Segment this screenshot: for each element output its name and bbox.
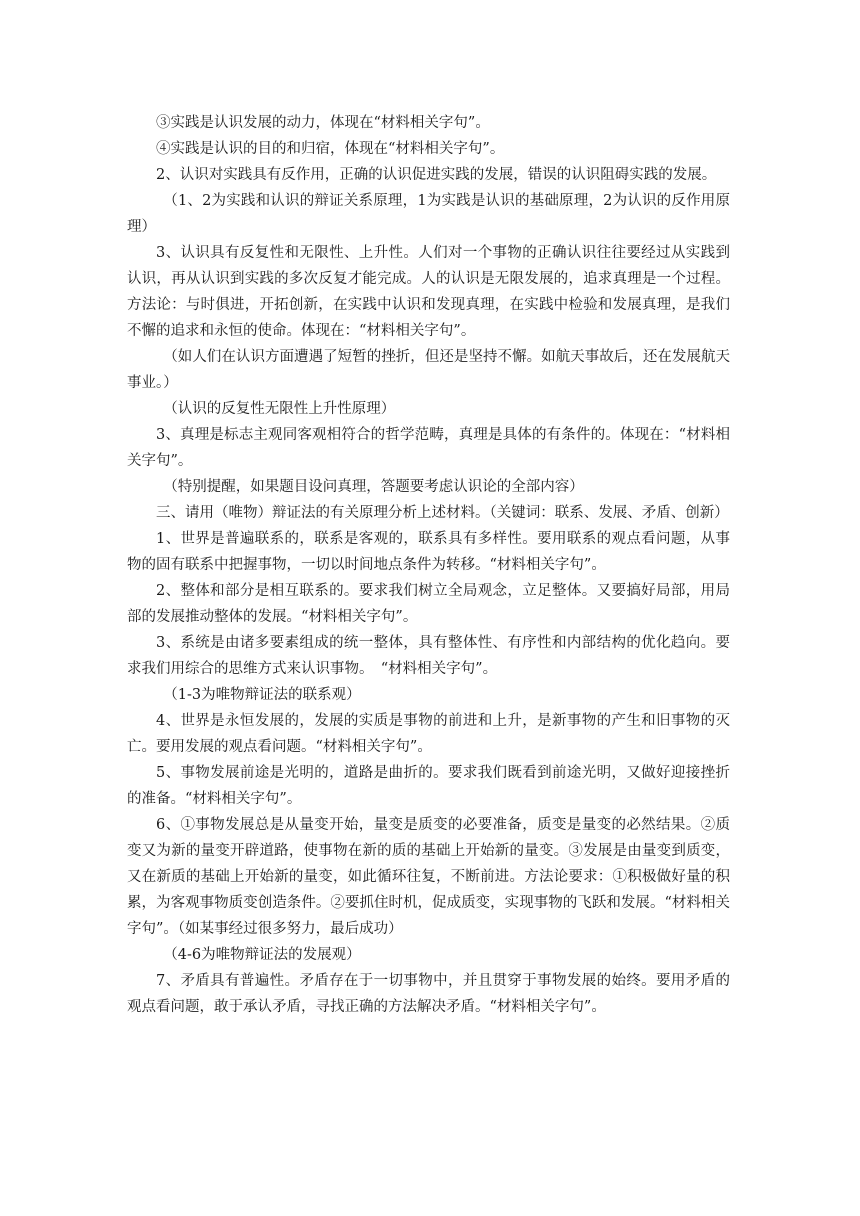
document-body xyxy=(127,110,730,1020)
note-development-view: （4-6为唯物辩证法的发展观） xyxy=(163,947,361,963)
paragraph-contradiction: 7、矛盾具有普遍性。矛盾存在于一切事物中，并且贯穿于事物发展的始终。要用矛盾的观点看问题，敢于承认矛盾，寻找正确的方法解决矛盾。“材料相关字句”。 xyxy=(127,973,730,1015)
note-connection-view: （1-3为唯物辩证法的联系观） xyxy=(163,687,361,703)
paragraph-whole-and-part: 2、整体和部分是相互联系的。要求我们树立全局观念，立足整体。又要搞好局部，用局部的发展推动整体的发展。“材料相关字句”。 xyxy=(127,583,730,625)
note-aerospace-example: （如人们在认识方面遭遇了短暂的挫折，但还是坚持不懈。如航天事故后，还在发展航天事业。） xyxy=(127,349,730,391)
note-repetition-principle: （认识的反复性无限性上升性原理） xyxy=(163,401,396,417)
paragraph-bright-future: 5、事物发展前途是光明的，道路是曲折的。要求我们既看到前途光明，又做好迎接挫折的准备。“材料相关字句”。 xyxy=(127,765,730,807)
paragraph-truth: 3、真理是标志主观同客观相符合的哲学范畴，真理是具体的有条件的。体现在：“材料相关字句”。 xyxy=(127,427,730,469)
note-special-reminder: （特别提醒，如果题目设问真理，答题要考虑认识论的全部内容） xyxy=(163,479,584,495)
note-dialectical-relation: （1、2为实践和认识的辩证关系原理，1为实践是认识的基础原理，2为认识的反作用原理） xyxy=(127,193,730,235)
paragraph-eternal-development: 4、世界是永恒发展的，发展的实质是事物的前进和上升，是新事物的产生和旧事物的灭亡。要用发展的观点看问题。“材料相关字句”。 xyxy=(127,713,730,755)
paragraph-cognition-reaction: 2、认识对实践具有反作用，正确的认识促进实践的发展，错误的认识阻碍实践的发展。 xyxy=(156,167,717,183)
paragraph-system: 3、系统是由诸多要素组成的统一整体，具有整体性、有序性和内部结构的优化趋向。要求我们用综合的思维方式来认识事物。 “材料相关字句”。 xyxy=(127,635,730,677)
paragraph-practice-purpose: ④实践是认识的目的和归宿，体现在“材料相关字句”。 xyxy=(156,141,505,157)
paragraph-cognition-repetition: 3、认识具有反复性和无限性、上升性。人们对一个事物的正确认识往往要经过从实践到认识，再从认识到实践的多次反复才能完成。人的认识是无限发展的，追求真理是一个过程。方法论：与时俱进，开拓创新，在实践中认识和发现真理，在实践中检验和发展真理，是我们不懈的追求和永恒的使命。体现在：“材料相关字句”。 xyxy=(127,245,730,339)
paragraph-practice-driving-force: ③实践是认识发展的动力，体现在“材料相关字句”。 xyxy=(156,115,490,131)
section-heading-dialectics: 三、请用（唯物）辩证法的有关原理分析上述材料。（关键词：联系、发展、矛盾、创新） xyxy=(156,505,729,521)
paragraph-universal-connection: 1、世界是普遍联系的，联系是客观的，联系具有多样性。要用联系的观点看问题，从事物的固有联系中把握事物，一切以时间地点条件为转移。“材料相关字句”。 xyxy=(127,531,730,573)
paragraph-quantitative-qualitative: 6、①事物发展总是从量变开始，量变是质变的必要准备，质变是量变的必然结果。②质变又为新的量变开辟道路，使事物在新的质的基础上开始新的量变。③发展是由量变到质变，又在新质的基础上开始新的量变，如此循环往复，不断前进。方法论要求：①积极做好量的积累，为客观事物质变创造条件。②要抓住时机，促成质变，实现事物的飞跃和发展。“材料相关字句”。（如某事经过很多努力，最后成功） xyxy=(127,817,730,937)
